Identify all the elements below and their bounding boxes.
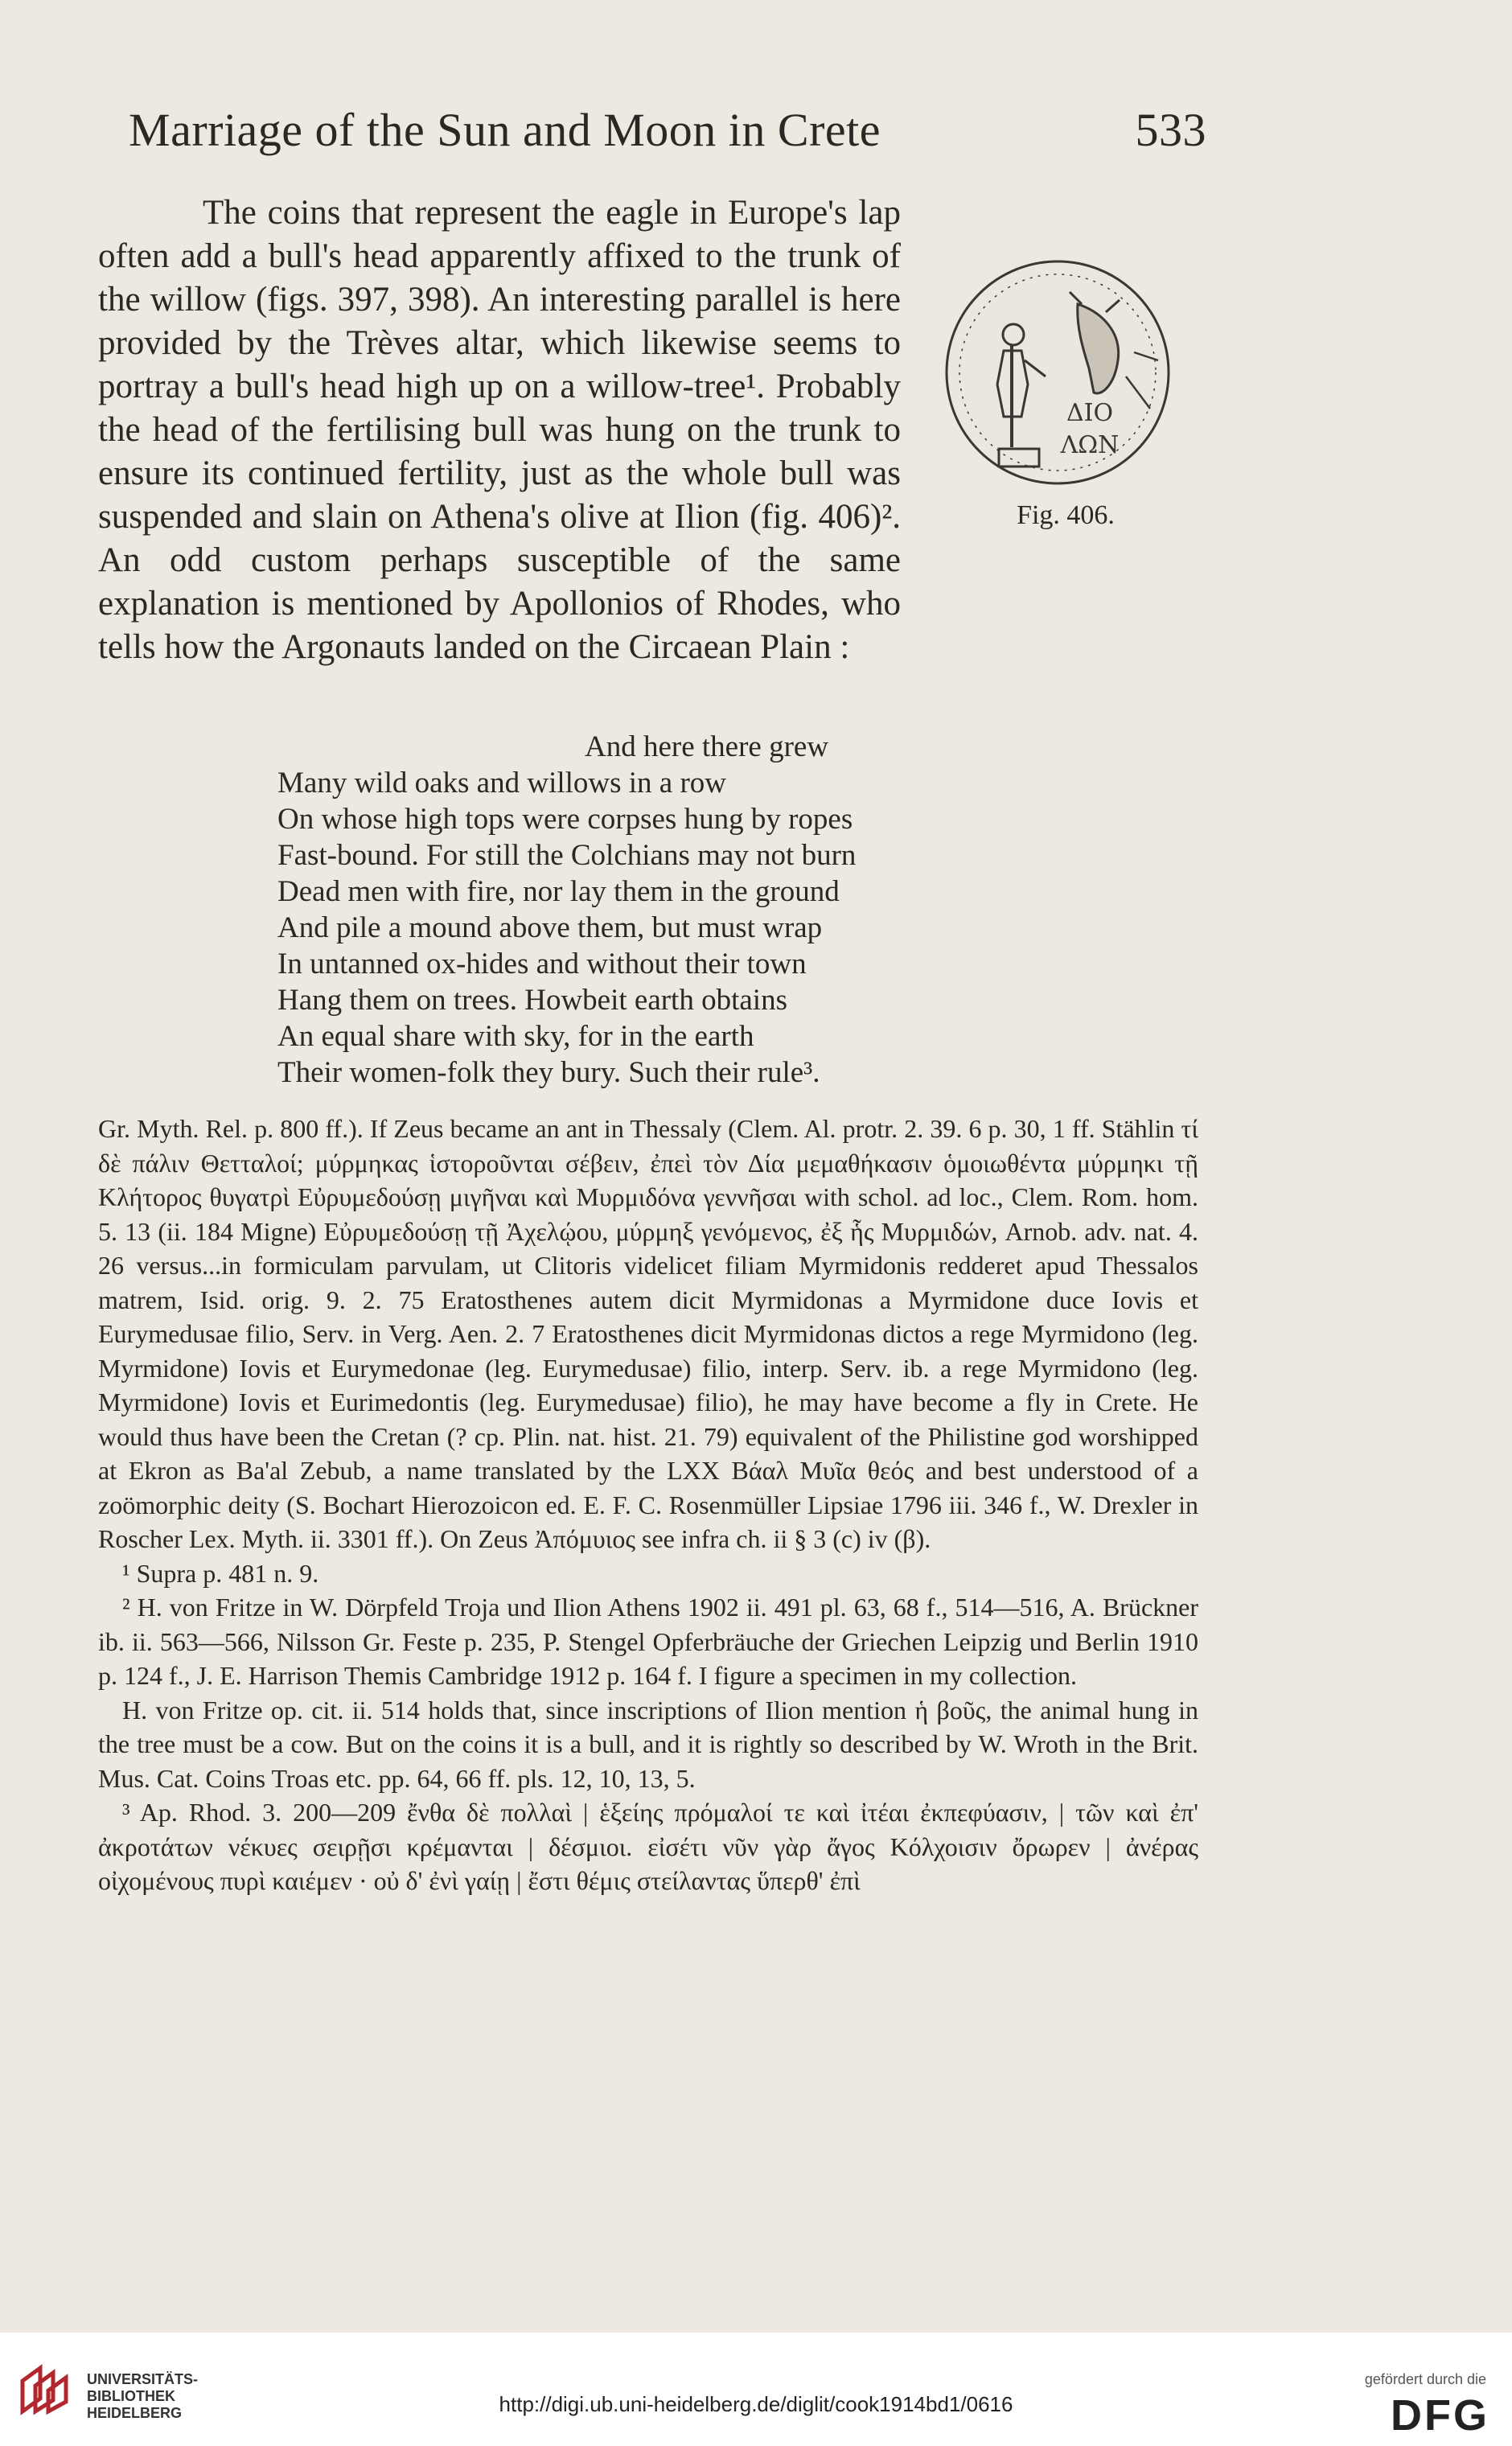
main-text xyxy=(98,191,1198,682)
verse-quotation xyxy=(277,729,1082,1091)
verse-line: In untanned ox-hides and without their town xyxy=(277,948,807,980)
library-name-line: HEIDELBERG xyxy=(87,2405,183,2421)
figure-caption: Fig. 406. xyxy=(1017,500,1115,530)
footnote-continuation: Gr. Myth. Rel. p. 800 ff.). If Zeus became an ant in Thessaly (Clem. Al. protr. 2. 39. 6 p. 30, 1 ff. Stählin τί δὲ πάλιν Θετταλοί; μύρμηκας ἱστοροῦνται σέβειν, ἐπεὶ τὸν Δία μεμαθήκασιν ὁμοιωθέντα μύρμηκι τῇ Κλήτορος θυγατρὶ Εὐρυμεδούσῃ μιγῆναι καὶ Μυρμιδόνα γεννῆσαι with schol. ad loc., Clem. Rom. hom. 5. 13 (ii. 184 Migne) Εὐρυμεδούσῃ τῇ Ἀχελῴου, μύρμηξ γενόμενος, ἐξ ἧς Μυρμιδών, Arnob. adv. nat. 4. 26 versus...in formiculam parvulam, ut Clitoris videlicet filiam Myrmidonis redderet apud Thessalos matrem, Isid. orig. 9. 2. 75 Eratosthenes autem dicit Myrmidonas a Myrmidone duce Iovis et Eurymedusae filio, Serv. in Verg. Aen. 2. 7 Eratosthenes dicit Myrmidonas dictos a rege Myrmidono (leg. Myrmidone) Iovis et Eurymedonae (leg. Eurymedusae) filio, interp. Serv. ib. a rege Myrmidono (leg. Myrmidone) Iovis et Eurimedontis (leg. Eurymedusae) filio), he may have become a fly in Crete. He would thus have been the Cretan (? cp. Plin. nat. hist. 21. 79) equivalent of the Philistine god worshipped at Ekron as Ba'al Zebub, a name translated by the LXX Βάαλ Μυῖα θεός and best understood of a zoömorphic deity (S. Bochart Hierozoicon ed. E. F. C. Rosenmüller Lipsiae 1796 iii. 346 f., W. Drexler in Roscher Lex. Myth. ii. 3301 ff.). On Zeus Ἀπόμυιος see infra ch. ii § 3 (c) iv (β). xyxy=(98,1114,1198,1553)
verse-line: Their women-folk they bury. Such their rule³. xyxy=(277,1056,820,1089)
verse-line: Many wild oaks and willows in a row xyxy=(277,767,727,800)
footer-bar xyxy=(0,2333,1512,2446)
dfg-logo: DFG xyxy=(1391,2391,1489,2440)
body-paragraph: The coins that represent the eagle in Europe's lap often add a bull's head apparently affixed to the trunk of the willow (figs. 397, 398). An interesting parallel is here provided by the Trèves altar, which likewise seems to portray a bull's head high up on a willow-tree¹. Probably the head of the fertilising bull was hung on the trunk to ensure its continued fertility, just as the whole bull was suspended and slain on Athena's olive at Ilion (fig. 406)². An odd custom perhaps susceptible of the same explanation is mentioned by Apollonios of Rhodes, who tells how the Argonauts landed on the Circaean Plain : xyxy=(98,194,901,666)
verse-line: And here there grew xyxy=(585,730,829,763)
verse-line: And pile a mound above them, but must wrap xyxy=(277,911,823,944)
figure-406 xyxy=(933,256,1198,682)
verse-line: Dead men with fire, nor lay them in the ground xyxy=(277,875,840,908)
footnote-2: ² H. von Fritze in W. Dörpfeld Troja und Ilion Athens 1902 ii. 491 pl. 63, 68 f., 514—516, A. Brückner ib. ii. 563—566, Nilsson Gr. Feste p. 235, P. Stengel Opferbräuche der Griechen Leipzig und Berlin 1910 p. 124 f., J. E. Harrison Themis Cambridge 1912 p. 164 f. I figure a specimen in my collection. xyxy=(98,1593,1198,1690)
coin-legend-top: ΔΙΟ xyxy=(1066,399,1114,427)
funding-note: gefördert durch die xyxy=(1364,2371,1486,2387)
coin-legend-bottom: ΛΩΝ xyxy=(1060,431,1120,459)
source-url-link[interactable]: http://digi.ub.uni-heidelberg.de/diglit/cook1914bd1/0616 xyxy=(499,2392,1013,2416)
footnote-1: ¹ Supra p. 481 n. 9. xyxy=(122,1558,319,1588)
verse-line: An equal share with sky, for in the earth xyxy=(277,1020,754,1053)
footnote-2-continued: H. von Fritze op. cit. ii. 514 holds that, since inscriptions of Ilion mention ἡ βοῦς, the animal hung in the tree must be a cow. But on the coins it is a bull, and it is rightly so described by W. Wroth in the Brit. Mus. Cat. Coins Troas etc. pp. 64, 66 ff. pls. 12, 10, 13, 5. xyxy=(98,1695,1198,1793)
footnote-3: ³ Ap. Rhod. 3. 200—209 ἔνθα δὲ πολλαὶ | ἑξείης πρόμαλοί τε καὶ ἰτέαι ἐκπεφύασιν, | τῶν καὶ ἐπ' ἀκροτάτων νέκυες σειρῇσι κρέμανται | δέσμιοι. εἰσέτι νῦν γὰρ ἄγος Κόλχοισιν ὄρωρεν | ἀνέρας οἰχομένους πυρὶ καιέμεν · οὐ δ' ἐνὶ γαίῃ | ἔστι θέμις στείλαντας ὕπερθ' ἐπὶ xyxy=(98,1798,1198,1895)
library-name-line: UNIVERSITÄTS- xyxy=(87,2371,199,2387)
verse-line: Fast-bound. For still the Colchians may not burn xyxy=(277,839,857,872)
footnotes xyxy=(98,1112,1198,1898)
coin-figure xyxy=(941,256,1174,489)
verse-line: On whose high tops were corpses hung by ropes xyxy=(277,803,853,836)
library-name-line: BIBLIOTHEK xyxy=(87,2388,175,2404)
verse-line: Hang them on trees. Howbeit earth obtains xyxy=(277,984,787,1017)
page-title: Marriage of the Sun and Moon in Crete xyxy=(129,104,881,156)
running-head xyxy=(129,103,1206,157)
page-number: 533 xyxy=(1135,104,1206,156)
